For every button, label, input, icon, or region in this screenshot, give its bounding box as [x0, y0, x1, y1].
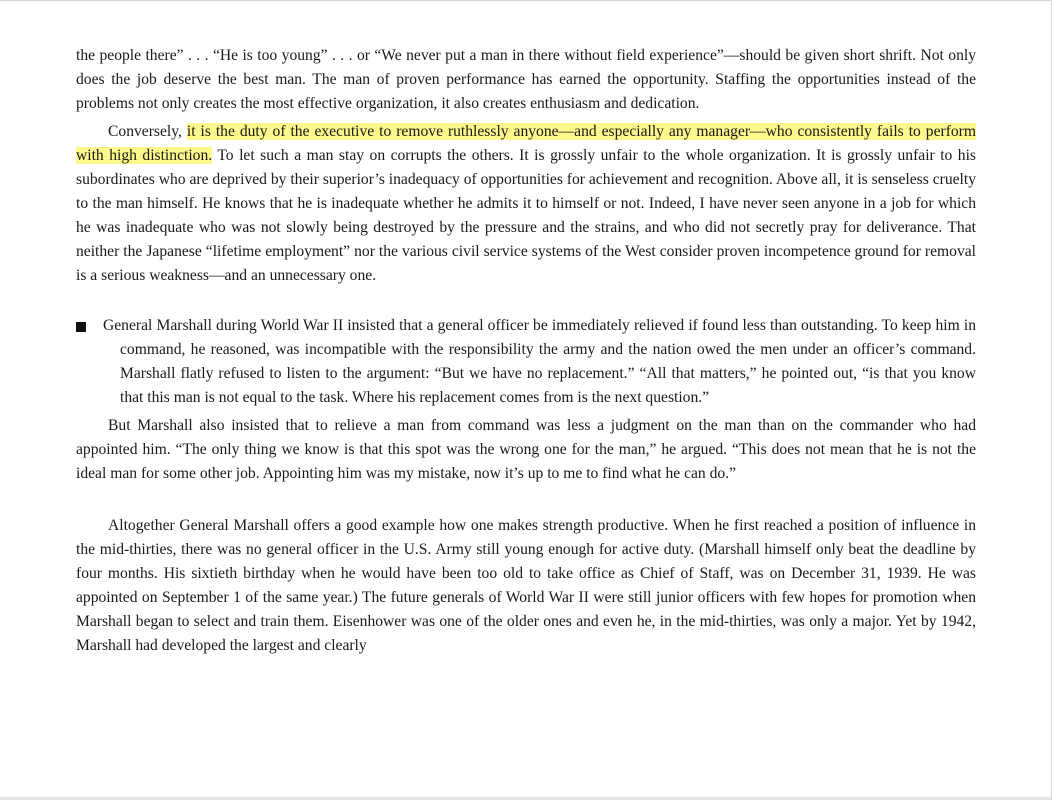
- paragraph-strength-productive: Altogether General Marshall offers a good example how one makes strength productive. When he first reached a position of influence in the mid-thirties, there was no general officer in the U.S. Army still young enough for active duty. (Marshall himself only beat the deadline by four months. His sixtieth birthday when he would have been too old to take office as Chief of Staff, was on December 31, 1939. He was appointed on September 1 of the same year.) The future generals of World War II were still junior officers with few hopes for promotion when Marshall began to select and train them. Eisenhower was one of the older ones and even he, in the mid-thirties, was only a major. Yet by 1942, Marshall had developed the largest and clearly: [76, 517, 976, 654]
- bullet-item-text: General Marshall during World War II insisted that a general officer be immediately relieved if found less than outstanding. To keep him in command, he reasoned, was incompatible with the responsibility the army and the nation owed the men under an officer’s command. Marshall flatly refused to listen to the argument: “But we have no replacement.” “All that matters,” he pointed out, “is that you know that this man is not equal to the task. Where his replacement comes from is the next question.”: [103, 317, 976, 406]
- paragraph-conversely-rest: To let such a man stay on corrupts the others. It is grossly unfair to the whole organization. It is grossly unfair to his subordinates who are deprived by their superior’s inadequacy of opportunities for achievement and recognition. Above all, it is senseless cruelty to the man himself. He knows that he is inadequate whether he admits it to himself or not. Indeed, I have never seen anyone in a job for which he was inadequate who was not slowly being destroyed by the pressure and the strains, and who did not secretly pray for deliverance. That neither the Japanese “lifetime employment” nor the various civil service systems of the West consider proven incompetence ground for removal is a serious weakness—and an unnecessary one.: [76, 147, 977, 284]
- section-spacer: [76, 288, 976, 314]
- highlighted-passage[interactable]: it is the duty of the executive to remove ruthlessly anyone—and especially any manager—who consistently fails to perform with high distinction.: [76, 123, 977, 164]
- document-body: [76, 44, 976, 658]
- section-spacer: [76, 486, 976, 514]
- paragraph-conversely: [76, 120, 976, 288]
- paragraph-staffing: the people there” . . . “He is too young” . . . or “We never put a man in there without field experience”—should be given short shrift. Not only does the job deserve the best man. The man of proven performance has earned the opportunity. Staffing the opportunities instead of the problems not only creates the most effective organization, it also creates enthusiasm and dedication.: [76, 47, 976, 112]
- square-bullet-icon: [76, 322, 86, 332]
- paragraph-conversely-lead: Conversely,: [108, 123, 187, 140]
- bullet-item-marshall: [76, 314, 976, 410]
- paragraph-marshall-relieve: But Marshall also insisted that to relieve a man from command was less a judgment on the man than on the commander who had appointed him. “The only thing we know is that this spot was the wrong one for the man,” he argued. “This does not mean that he is not the ideal man for some other job. Appointing him was my mistake, now it’s up to me to find what he can do.”: [76, 417, 976, 482]
